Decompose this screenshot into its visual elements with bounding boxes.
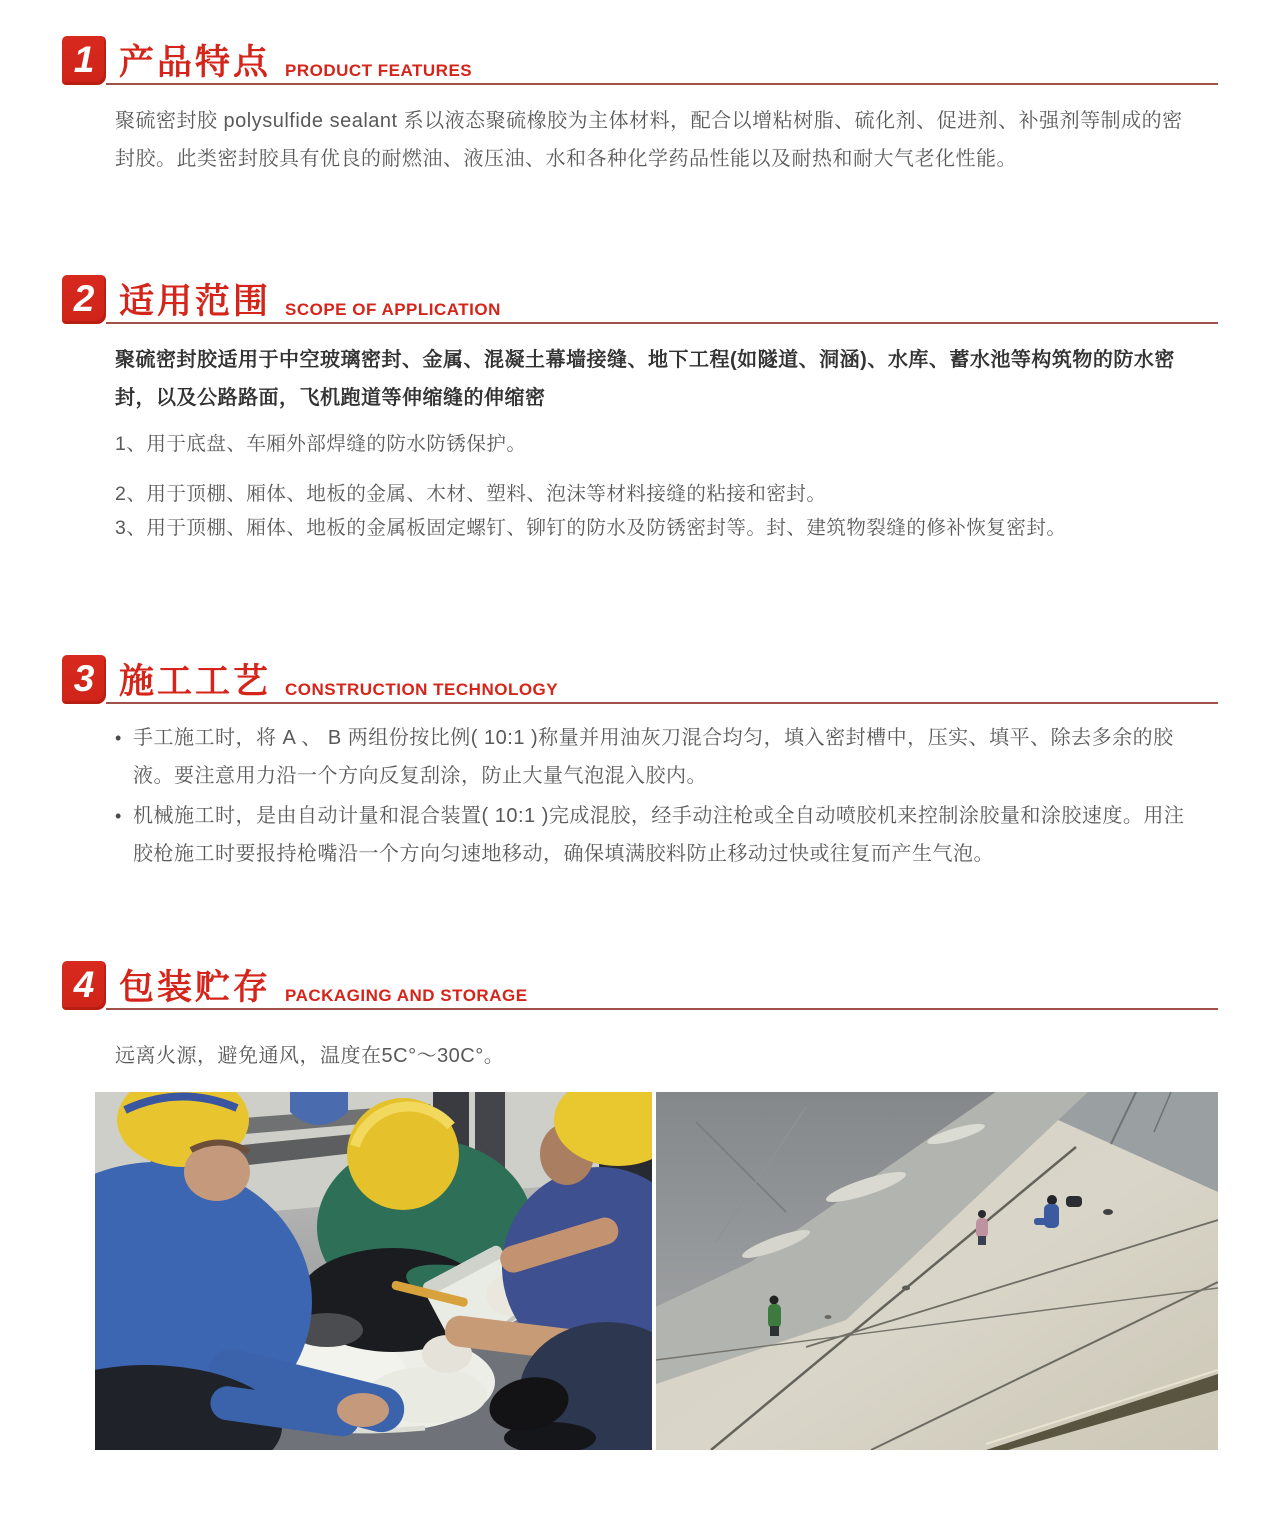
storage-conditions-paragraph: 远离火源，避免通风，温度在5C°～30C°。 bbox=[115, 1045, 505, 1067]
workers-mixing-sealant-photo bbox=[95, 1092, 652, 1450]
scope-numbered-list bbox=[115, 427, 1188, 545]
bullet-text: 机械施工时，是由自动计量和混合装置( 10:1 )完成混胶，经手动注枪或全自动喷胶机来控制涂胶量和涂胶速度。用注胶枪施工时要报持枪嘴沿一个方向匀速地移动，确保填满胶料防止移动过快或往复而产生气泡。 bbox=[133, 805, 1185, 865]
section-header-scope bbox=[62, 275, 1218, 327]
section-title-en: SCOPE OF APPLICATION bbox=[285, 300, 501, 319]
section-body bbox=[115, 719, 1188, 873]
section-header-construction bbox=[62, 655, 1218, 707]
header-rule-line bbox=[106, 702, 1218, 704]
section-product-features bbox=[0, 36, 1280, 178]
section-number-badge: 3 bbox=[62, 655, 106, 704]
header-rule-line bbox=[106, 83, 1218, 85]
photo-strip bbox=[95, 1092, 1218, 1450]
list-item: 1、用于底盘、车厢外部焊缝的防水防锈保护。 bbox=[115, 433, 527, 455]
bullet-icon: • bbox=[115, 728, 122, 748]
section-title-zh: 施工工艺 bbox=[119, 662, 272, 701]
section-construction-technology bbox=[0, 655, 1280, 873]
section-title-en: PACKAGING AND STORAGE bbox=[285, 986, 528, 1005]
section-number-badge: 4 bbox=[62, 961, 106, 1010]
section-title-zh: 适用范围 bbox=[119, 282, 272, 321]
bottom-margin bbox=[0, 1450, 1280, 1518]
section-title-en: PRODUCT FEATURES bbox=[285, 61, 473, 80]
scope-lead-paragraph: 聚硫密封胶适用于中空玻璃密封、金属、混凝土幕墙接缝、地下工程(如隧道、洞涵)、水库、蓄水池等构筑物的防水密封，以及公路路面，飞机跑道等伸缩缝的伸缩密 bbox=[115, 349, 1175, 409]
section-number-badge: 2 bbox=[62, 275, 106, 324]
section-body bbox=[115, 341, 1188, 545]
section-body bbox=[115, 102, 1188, 178]
section-number-badge: 1 bbox=[62, 36, 106, 85]
header-rule-line bbox=[106, 322, 1218, 324]
bullet-icon: • bbox=[115, 806, 122, 826]
section-title-zh: 产品特点 bbox=[119, 43, 272, 82]
list-item bbox=[115, 719, 1188, 795]
bullet-text: 手工施工时，将 A 、 B 两组份按比例( 10:1 )称量并用油灰刀混合均匀，填入密封槽中，压实、填平、除去多余的胶液。要注意用力沿一个方向反复刮涂，防止大量气泡混入胶内。 bbox=[133, 727, 1174, 787]
section-header-packaging bbox=[62, 961, 1218, 1013]
list-item: 2、用于顶棚、厢体、地板的金属、木材、塑料、泡沫等材料接缝的粘接和密封。 bbox=[115, 483, 827, 505]
product-features-paragraph: 聚硫密封胶 polysulfide sealant 系以液态聚硫橡胶为主体材料，配合以增粘树脂、硫化剂、促进剂、补强剂等制成的密封胶。此类密封胶具有优良的耐燃油、液压油、水和各种化学药品性能以及耐热和耐大气老化性能。 bbox=[115, 110, 1183, 170]
section-scope-of-application bbox=[0, 275, 1280, 545]
section-header-product-features bbox=[62, 36, 1218, 88]
construction-bullet-list bbox=[115, 719, 1188, 873]
section-body bbox=[115, 1041, 1188, 1071]
concrete-slope-construction-photo bbox=[656, 1092, 1218, 1450]
list-item: 3、用于顶棚、厢体、地板的金属板固定螺钉、铆钉的防水及防锈密封等。封、建筑物裂缝的修补恢复密封。 bbox=[115, 517, 1067, 539]
section-title-zh: 包装贮存 bbox=[119, 968, 272, 1007]
list-item bbox=[115, 797, 1188, 873]
header-rule-line bbox=[106, 1008, 1218, 1010]
section-title-en: CONSTRUCTION TECHNOLOGY bbox=[285, 680, 559, 699]
section-packaging-storage bbox=[0, 961, 1280, 1071]
